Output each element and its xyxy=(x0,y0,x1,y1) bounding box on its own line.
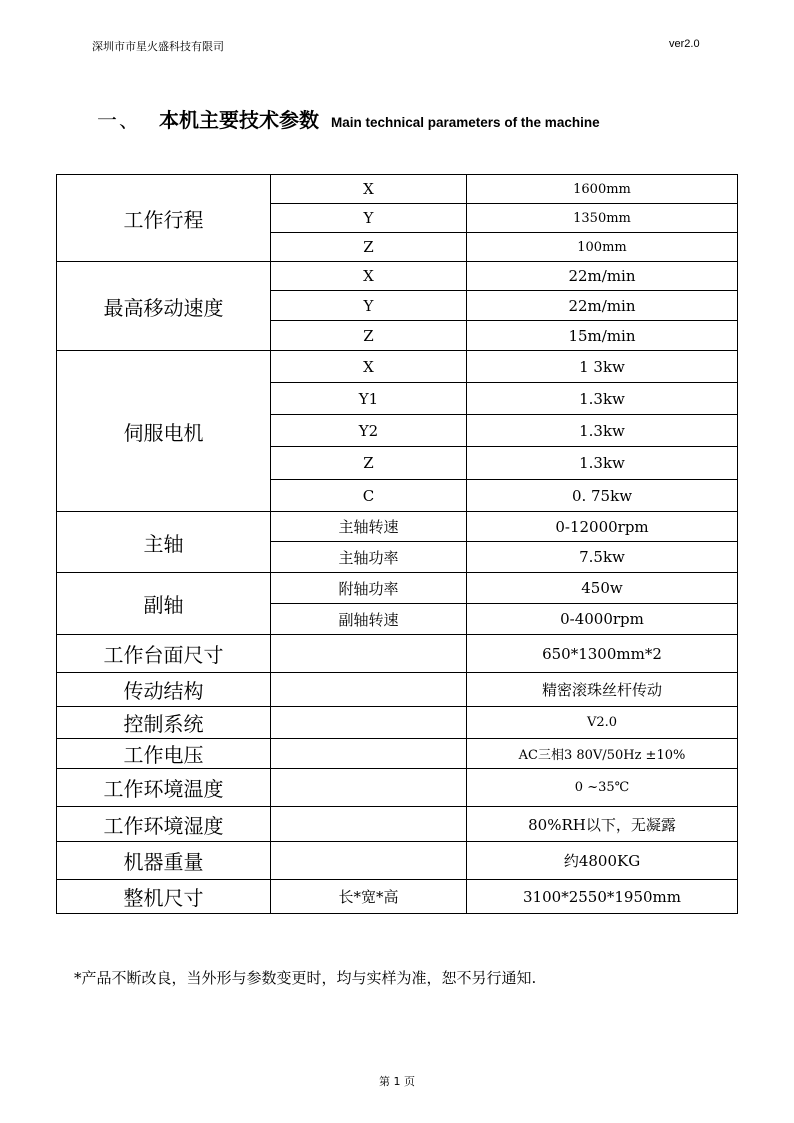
param-value: 0-4000rpm xyxy=(467,604,738,635)
group-label: 传动结构 xyxy=(57,673,271,707)
param-label: Y1 xyxy=(271,383,467,415)
param-label xyxy=(271,739,467,769)
group-label: 工作电压 xyxy=(57,739,271,769)
param-value: 22m/min xyxy=(467,291,738,321)
param-value: 7.5kw xyxy=(467,542,738,573)
table-row xyxy=(57,175,738,204)
group-label: 工作行程 xyxy=(57,175,271,262)
table-row xyxy=(57,635,738,673)
param-value: 1.3kw xyxy=(467,447,738,480)
param-value: 1.3kw xyxy=(467,383,738,415)
param-label: 主轴转速 xyxy=(271,512,467,542)
company-name: 深圳市市星火盛科技有限司 xyxy=(92,40,224,53)
param-label xyxy=(271,707,467,739)
param-label: Y xyxy=(271,291,467,321)
param-value: 1350mm xyxy=(467,204,738,233)
param-label: Y xyxy=(271,204,467,233)
param-label xyxy=(271,807,467,842)
param-label: Y2 xyxy=(271,415,467,447)
version-label: ver2.0 xyxy=(669,38,700,50)
param-label: X xyxy=(271,351,467,383)
table-row xyxy=(57,739,738,769)
param-value: AC三相3 80V/50Hz ±10% xyxy=(467,739,738,769)
section-number: 一、 xyxy=(97,108,141,132)
param-value: 450w xyxy=(467,573,738,604)
param-label: Z xyxy=(271,447,467,480)
param-label xyxy=(271,673,467,707)
table-row xyxy=(57,807,738,842)
param-label: 附轴功率 xyxy=(271,573,467,604)
param-label: X xyxy=(271,175,467,204)
param-value: 0 ~35℃ xyxy=(467,769,738,807)
param-value: 650*1300mm*2 xyxy=(467,635,738,673)
disclaimer-note: *产品不断改良，当外形与参数变更时，均与实样为准，恕不另行通知. xyxy=(74,969,537,987)
param-value: 3100*2550*1950mm xyxy=(467,880,738,914)
param-label: 长*宽*高 xyxy=(271,880,467,914)
param-label: Z xyxy=(271,233,467,262)
param-label: X xyxy=(271,262,467,291)
spec-table xyxy=(56,174,738,914)
param-label: 主轴功率 xyxy=(271,542,467,573)
param-value: 1600mm xyxy=(467,175,738,204)
group-label: 副轴 xyxy=(57,573,271,635)
group-label: 主轴 xyxy=(57,512,271,573)
param-label: C xyxy=(271,480,467,512)
param-value: 80%RH以下，无凝露 xyxy=(467,807,738,842)
table-row xyxy=(57,351,738,383)
group-label: 工作台面尺寸 xyxy=(57,635,271,673)
param-label xyxy=(271,635,467,673)
param-value: 15m/min xyxy=(467,321,738,351)
table-row xyxy=(57,573,738,604)
param-value: 约4800KG xyxy=(467,842,738,880)
group-label: 工作环境湿度 xyxy=(57,807,271,842)
group-label: 伺服电机 xyxy=(57,351,271,512)
param-value: 100mm xyxy=(467,233,738,262)
param-value: 0. 75kw xyxy=(467,480,738,512)
table-row xyxy=(57,673,738,707)
group-label: 工作环境温度 xyxy=(57,769,271,807)
group-label: 控制系统 xyxy=(57,707,271,739)
group-label: 机器重量 xyxy=(57,842,271,880)
section-title-zh: 本机主要技术参数 xyxy=(159,108,319,132)
section-title xyxy=(97,104,600,133)
group-label: 整机尺寸 xyxy=(57,880,271,914)
param-value: 0-12000rpm xyxy=(467,512,738,542)
table-row xyxy=(57,769,738,807)
param-value: V2.0 xyxy=(467,707,738,739)
group-label: 最高移动速度 xyxy=(57,262,271,351)
param-label xyxy=(271,769,467,807)
param-value: 22m/min xyxy=(467,262,738,291)
table-row xyxy=(57,707,738,739)
param-value: 1 3kw xyxy=(467,351,738,383)
param-value: 精密滚珠丝杆传动 xyxy=(467,673,738,707)
param-value: 1.3kw xyxy=(467,415,738,447)
table-row xyxy=(57,512,738,542)
section-title-en: Main technical parameters of the machine xyxy=(331,115,600,130)
table-row xyxy=(57,262,738,291)
table-row xyxy=(57,880,738,914)
table-row xyxy=(57,842,738,880)
page-number: 第 1 页 xyxy=(379,1075,415,1088)
param-label: Z xyxy=(271,321,467,351)
param-label: 副轴转速 xyxy=(271,604,467,635)
param-label xyxy=(271,842,467,880)
